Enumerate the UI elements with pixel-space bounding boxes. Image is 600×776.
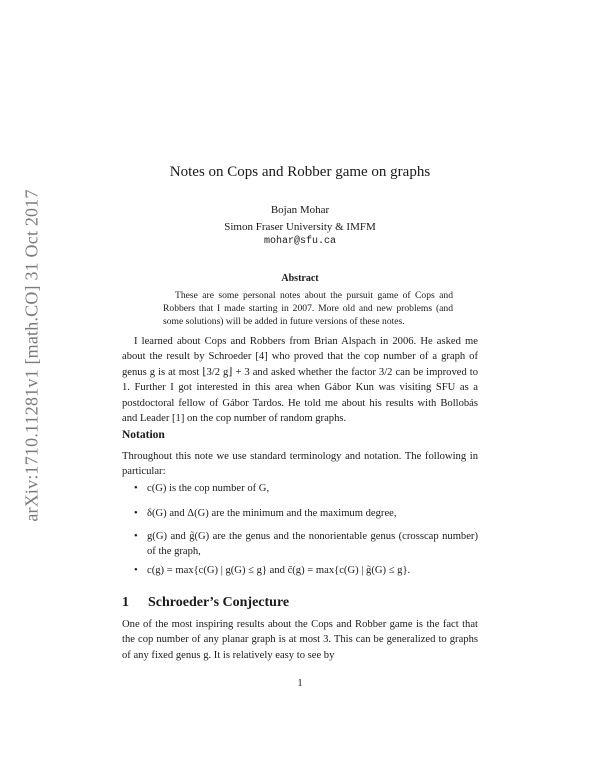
list-item-text: δ(G) and Δ(G) are the minimum and the maximum degree, [147,508,397,519]
bullet-icon: • [134,508,138,519]
author-email: mohar@sfu.ca [263,236,336,247]
notation-intro: Throughout this note we use standard terminology and notation. The following in particular: [122,451,478,478]
abstract-text: These are some personal notes about the pursuit game of Cops and Robbers that I made starting in 2007. More old and new problems (and some solutions) will be added in future versions of these notes. [163,290,453,327]
list-item-text: c(G) is the cop number of G, [147,483,270,494]
arxiv-identifier: arXiv:1710.11281v1 [math.CO] 31 Oct 2017 [21,188,42,522]
list-item [122,481,478,496]
paper-title: Notes on Cops and Robber game on graphs [169,164,431,180]
list-item-text: c(g) = max{c(G) | g(G) ≤ g} and c̃(g) = max{c(G) | g̃(G) ≤ g}. [147,565,411,576]
section-heading [122,594,289,612]
arxiv-stamp [16,170,48,540]
list-item [122,563,478,578]
author-name: Bojan Mohar [270,204,330,216]
list-item-text: g(G) and g̃(G) are the genus and the nonorientable genus (crosscap number) of the graph, [147,531,478,557]
author-affiliation: Simon Fraser University & IMFM [224,221,376,233]
notation-heading: Notation [122,429,165,441]
section-number: 1 [122,595,129,610]
section-title: Schroeder’s Conjecture [148,595,290,610]
section-paragraph: One of the most inspiring results about the Cops and Robber game is the fact that the cop number of any planar graph is at most 3. This can be generalized to graphs of any fixed genus g. It is relatively easy to see by [122,619,478,661]
abstract-heading: Abstract [281,273,319,284]
bullet-icon: • [134,483,138,494]
intro-paragraph: I learned about Cops and Robbers from Brian Alspach in 2006. He asked me about the result by Schroeder [4] who proved that the cop number of a graph of genus g is at most ⌊3/2 g⌋ + 3 and asked whether the factor 3/2 can be improved to 1. Further I got interested in this area when Gábor Kun was visiting SFU as a postdoctoral fellow of Gábor Tardos. He told me about his results with Bollobás and Leader [1] on the cop number of random graphs. [122,336,478,425]
bullet-icon: • [134,565,138,576]
bullet-icon: • [134,531,138,542]
list-item [122,529,478,559]
list-item [122,506,478,521]
page-number: 1 [297,678,303,689]
